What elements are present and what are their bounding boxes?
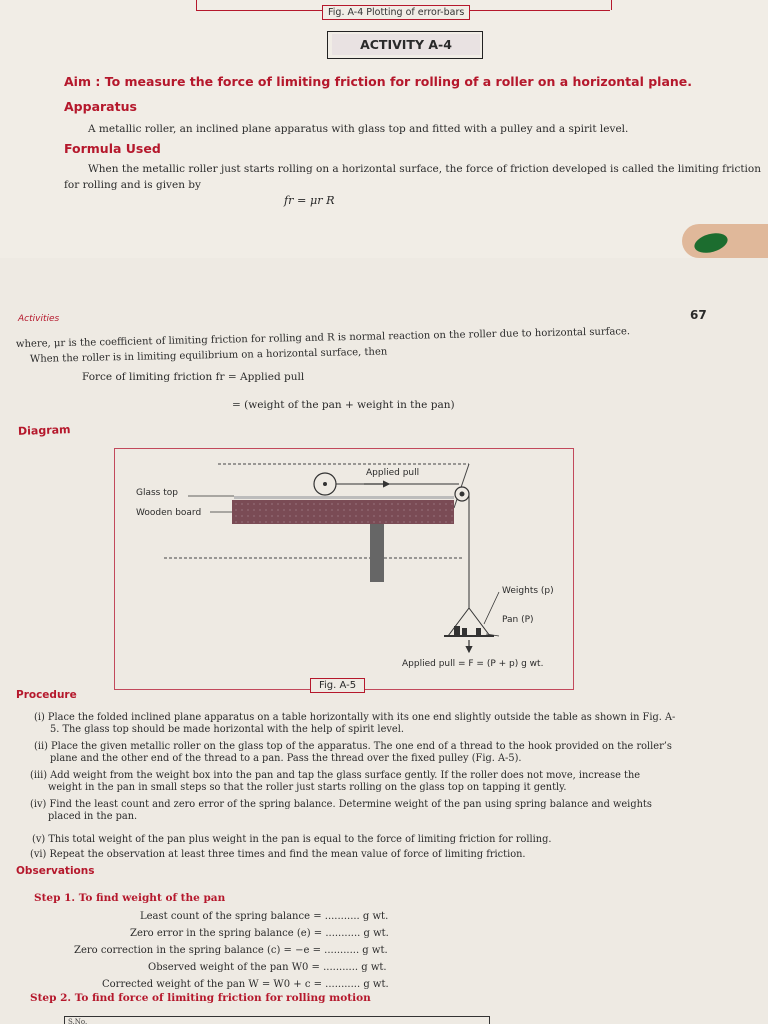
procedure-step-4-line1: Find the least count and zero error of the spring balance. Determine weight of the pan using spring balance and weights xyxy=(49,799,652,810)
obs-zero-error xyxy=(130,927,389,940)
procedure-step-3-num: (iii) xyxy=(30,770,48,781)
label-weights: Weights (p) xyxy=(502,586,554,596)
equilibrium-line: When the roller is in limiting equilibrium on a horizontal surface, then xyxy=(29,346,388,365)
procedure-step-3-line1: Add weight from the weight box into the pan and tap the glass surface gently. If the roller does not move, increase the xyxy=(50,770,641,781)
step2-heading: Step 2. To find force of limiting friction for rolling motion xyxy=(30,992,371,1004)
obs-corrected-weight-value: ........... g wt. xyxy=(325,979,389,990)
procedure-step-2-num: (ii) xyxy=(34,741,48,752)
obs-least-count-label: Least count of the spring balance = xyxy=(140,911,322,922)
diagram-heading: Diagram xyxy=(17,423,71,438)
label-pan: Pan (P) xyxy=(502,615,534,625)
procedure-step-6-num: (vi) xyxy=(30,849,47,860)
procedure-step-2-line1: Place the given metallic roller on the glass top of the apparatus. The one end of a thread to the hook provided on the roller’s xyxy=(51,741,672,752)
page-number: 67 xyxy=(690,308,707,322)
aim-line xyxy=(64,74,692,89)
glass-top-strip xyxy=(234,496,454,499)
label-wooden-board: Wooden board xyxy=(136,508,202,518)
procedure-step-4 xyxy=(30,799,652,823)
procedure-step-1 xyxy=(34,712,675,736)
force-line: Force of limiting friction fr = Applied pull xyxy=(82,371,305,383)
observation-table-edge xyxy=(64,1016,490,1024)
procedure-step-2-line2: plane and the other end of the thread to a pan. Pass the thread over the fixed pulley (Fig. A-5). xyxy=(50,753,522,764)
obs-observed-weight xyxy=(148,961,387,974)
obs-zero-correction-label: Zero correction in the spring balance (c) = −e = xyxy=(74,945,321,956)
procedure-step-3 xyxy=(30,770,640,794)
procedure-step-6-line1: Repeat the observation at least three times and find the mean value of force of limiting friction. xyxy=(49,849,526,860)
label-applied-pull: Applied pull xyxy=(366,468,420,478)
friction-apparatus-diagram xyxy=(114,448,574,690)
procedure-step-3-line2: weight in the pan in small steps so that the roller just starts rolling on the glass top on tapping it gently. xyxy=(48,782,567,793)
obs-zero-correction xyxy=(74,944,388,957)
procedure-step-5-num: (v) xyxy=(32,834,46,845)
obs-corrected-weight-label: Corrected weight of the pan W = W0 + c = xyxy=(102,979,322,990)
procedure-step-5-line1: This total weight of the pan plus weight in the pan is equal to the force of limiting friction for rolling. xyxy=(48,834,552,845)
formula-text-line2: for rolling and is given by xyxy=(64,179,201,191)
obs-least-count-value: ........... g wt. xyxy=(324,911,389,922)
step1-heading: Step 1. To find weight of the pan xyxy=(34,892,226,904)
procedure-step-2 xyxy=(34,741,672,765)
where-line: where, μr is the coefficient of limiting friction for rolling and R is normal reaction on the roller due to horizontal surface. xyxy=(15,326,631,350)
formula-text-line1: When the metallic roller just starts rolling on a horizontal surface, the force of friction developed is called the limiting friction xyxy=(88,163,761,175)
apparatus-text: A metallic roller, an inclined plane apparatus with glass top and fitted with a pulley and a spirit level. xyxy=(88,123,629,135)
procedure-step-1-line1: Place the folded inclined plane apparatus on a table horizontally with its one end slightly outside the table as shown in Fig. A- xyxy=(47,712,676,723)
activity-title: ACTIVITY A-4 xyxy=(332,34,480,55)
fig-a5-label: Fig. A-5 xyxy=(310,678,365,693)
observations-heading: Observations xyxy=(16,865,95,877)
label-applied-pull-formula: Applied pull = F = (P + p) g wt. xyxy=(402,659,544,669)
formula-equation: fr = μr R xyxy=(284,194,335,207)
obs-observed-weight-value: ........... g wt. xyxy=(323,962,387,973)
page-67 xyxy=(0,258,768,1024)
running-head: Activities xyxy=(18,314,60,324)
aim-text: To measure the force of limiting friction for rolling of a roller on a horizontal plane. xyxy=(104,74,693,89)
force-line-2: = (weight of the pan + weight in the pan) xyxy=(232,399,455,411)
procedure-step-5 xyxy=(32,833,552,846)
support-leg xyxy=(370,524,384,582)
obs-corrected-weight xyxy=(102,978,389,991)
obs-zero-error-label: Zero error in the spring balance (e) = xyxy=(130,928,323,939)
formula-heading: Formula Used xyxy=(64,141,161,156)
fig-a4-caption: Fig. A-4 Plotting of error-bars xyxy=(322,5,470,20)
aim-label: Aim : xyxy=(64,74,101,89)
table-header-sno: S.No. xyxy=(68,1018,88,1024)
obs-zero-error-value: ........... g wt. xyxy=(325,928,389,939)
label-glass-top: Glass top xyxy=(136,488,178,498)
previous-page xyxy=(0,0,768,262)
procedure-step-4-num: (iv) xyxy=(30,799,47,810)
procedure-step-4-line2: placed in the pan. xyxy=(48,811,138,822)
procedure-step-1-line2: 5. The glass top should be made horizontal with the help of spirit level. xyxy=(50,724,404,735)
procedure-step-6 xyxy=(30,848,526,861)
obs-observed-weight-label: Observed weight of the pan W0 = xyxy=(148,962,320,973)
procedure-step-1-num: (i) xyxy=(34,712,45,723)
procedure-heading: Procedure xyxy=(16,689,77,701)
obs-least-count xyxy=(140,910,388,923)
obs-zero-correction-value: ........... g wt. xyxy=(324,945,388,956)
apparatus-heading: Apparatus xyxy=(64,99,137,114)
